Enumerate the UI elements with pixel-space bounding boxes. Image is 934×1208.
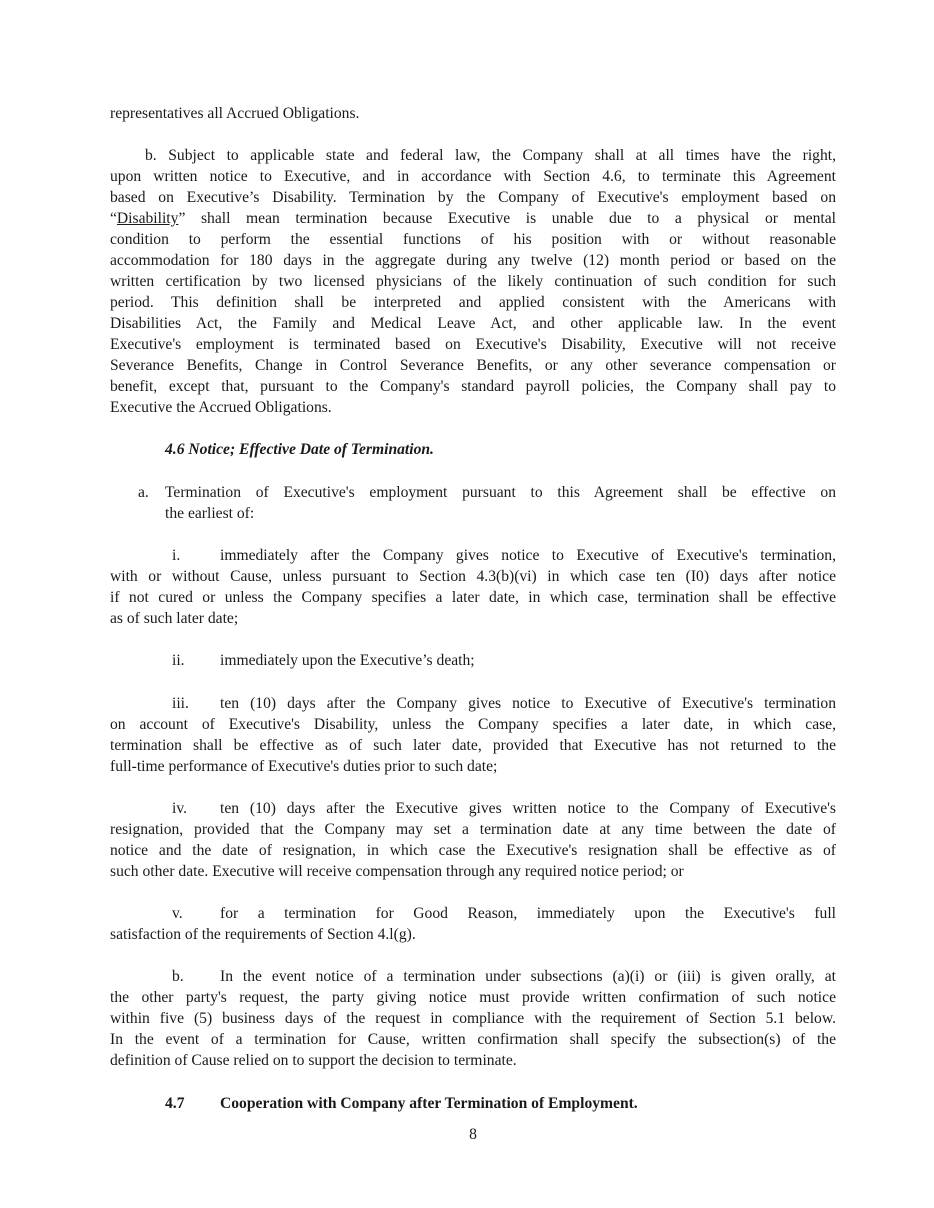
paragraph-line: In the event of a termination for Cause, written confirmation shall specify the subsection(s) of the bbox=[110, 1031, 836, 1048]
line-text: Termination of Executive's employment pursuant to this Agreement shall be effective on bbox=[165, 484, 836, 501]
paragraph-line: Executive the Accrued Obligations. bbox=[110, 399, 332, 416]
page-number: 8 bbox=[469, 1126, 477, 1143]
paragraph-line bbox=[110, 693, 836, 714]
paragraph-line bbox=[110, 798, 836, 819]
line-text: ten (10) days after the Executive gives written notice to the Company of Executive's bbox=[220, 800, 836, 817]
paragraph-line: on account of Executive's Disability, unless the Company specifies a later date, in which case, bbox=[110, 716, 836, 733]
section-number: 4.7 bbox=[165, 1095, 185, 1112]
paragraph-line: with or without Cause, unless pursuant to Section 4.3(b)(vi) in which case ten (I0) days after notice bbox=[110, 568, 836, 585]
item-label: iii. bbox=[172, 695, 189, 712]
section-title: Cooperation with Company after Termination of Employment. bbox=[220, 1095, 638, 1112]
item-label: ii. bbox=[172, 652, 185, 669]
paragraph-line: based on Executive’s Disability. Termination by the Company of Executive's employment based on bbox=[110, 189, 836, 206]
item-label: v. bbox=[172, 905, 183, 922]
paragraph-line: if not cured or unless the Company specifies a later date, in which case, termination shall be effective bbox=[110, 589, 836, 606]
line-text: ten (10) days after the Company gives notice to Executive of Executive's termination bbox=[220, 695, 836, 712]
paragraph-line: definition of Cause relied on to support the decision to terminate. bbox=[110, 1052, 517, 1069]
open-quote: “ bbox=[110, 210, 117, 227]
paragraph-line: Severance Benefits, Change in Control Severance Benefits, or any other severance compensation or bbox=[110, 357, 836, 374]
paragraph-line: satisfaction of the requirements of Section 4.l(g). bbox=[110, 926, 416, 943]
paragraph-line: as of such later date; bbox=[110, 610, 239, 627]
item-label: iv. bbox=[172, 800, 188, 817]
paragraph-line: termination shall be effective as of such later date, provided that Executive has not returned to the bbox=[110, 737, 836, 754]
paragraph-line: Executive's employment is terminated based on Executive's Disability, Executive will not receive bbox=[110, 336, 836, 353]
clause-label: a. bbox=[138, 484, 149, 501]
line-text: immediately upon the Executive’s death; bbox=[220, 652, 475, 669]
paragraph-line: accommodation for 180 days in the aggregate during any twelve (12) month period or based on the bbox=[110, 252, 836, 269]
line-text: immediately after the Company gives notice to Executive of Executive's termination, bbox=[220, 547, 836, 564]
item-label: i. bbox=[172, 547, 181, 564]
paragraph-line: period. This definition shall be interpreted and applied consistent with the Americans with bbox=[110, 294, 836, 311]
paragraph-line: the other party's request, the party giving notice must provide written confirmation of such notice bbox=[110, 989, 836, 1006]
paragraph-line bbox=[110, 482, 836, 503]
paragraph-line: Disabilities Act, the Family and Medical Leave Act, and other applicable law. In the event bbox=[110, 315, 836, 332]
paragraph-line: notice and the date of resignation, in which case the Executive's resignation shall be effective as of bbox=[110, 842, 836, 859]
defined-term-disability: Disability bbox=[116, 210, 179, 227]
paragraph-line bbox=[110, 208, 836, 229]
line-text: for a termination for Good Reason, immediately upon the Executive's full bbox=[220, 905, 836, 922]
paragraph-line: condition to perform the essential functions of his position with or without reasonable bbox=[110, 231, 836, 248]
item-label: b. bbox=[172, 968, 184, 985]
paragraph-line bbox=[110, 545, 836, 566]
paragraph-line bbox=[110, 903, 836, 924]
paragraph-line: representatives all Accrued Obligations. bbox=[110, 105, 360, 122]
paragraph-line: written certification by two licensed physicians of the likely continuation of such condition for such bbox=[110, 273, 836, 290]
paragraph-line: upon written notice to Executive, and in accordance with Section 4.6, to terminate this Agreement bbox=[110, 168, 836, 185]
close-quote: ” bbox=[178, 210, 186, 227]
line-text: In the event notice of a termination under subsections (a)(i) or (iii) is given orally, at bbox=[220, 968, 836, 985]
paragraph-line: such other date. Executive will receive compensation through any required notice period; or bbox=[110, 863, 684, 880]
paragraph-line: benefit, except that, pursuant to the Company's standard payroll policies, the Company shall pay to bbox=[110, 378, 836, 395]
paragraph-line: b. Subject to applicable state and federal law, the Company shall at all times have the right, bbox=[145, 147, 836, 164]
line-text: shall mean termination because Executive is unable due to a physical or mental bbox=[200, 210, 836, 227]
paragraph-line bbox=[110, 966, 836, 987]
paragraph-line: within five (5) business days of the request in compliance with the requirement of Section 5.1 below. bbox=[110, 1010, 836, 1027]
paragraph-line: resignation, provided that the Company may set a termination date at any time between the date of bbox=[110, 821, 836, 838]
paragraph-line bbox=[110, 650, 836, 671]
section-heading-4-6: 4.6 Notice; Effective Date of Termination. bbox=[165, 441, 434, 458]
paragraph-line: the earliest of: bbox=[165, 505, 255, 522]
section-heading-4-7 bbox=[110, 1093, 836, 1114]
paragraph-line: full-time performance of Executive's duties prior to such date; bbox=[110, 758, 498, 775]
